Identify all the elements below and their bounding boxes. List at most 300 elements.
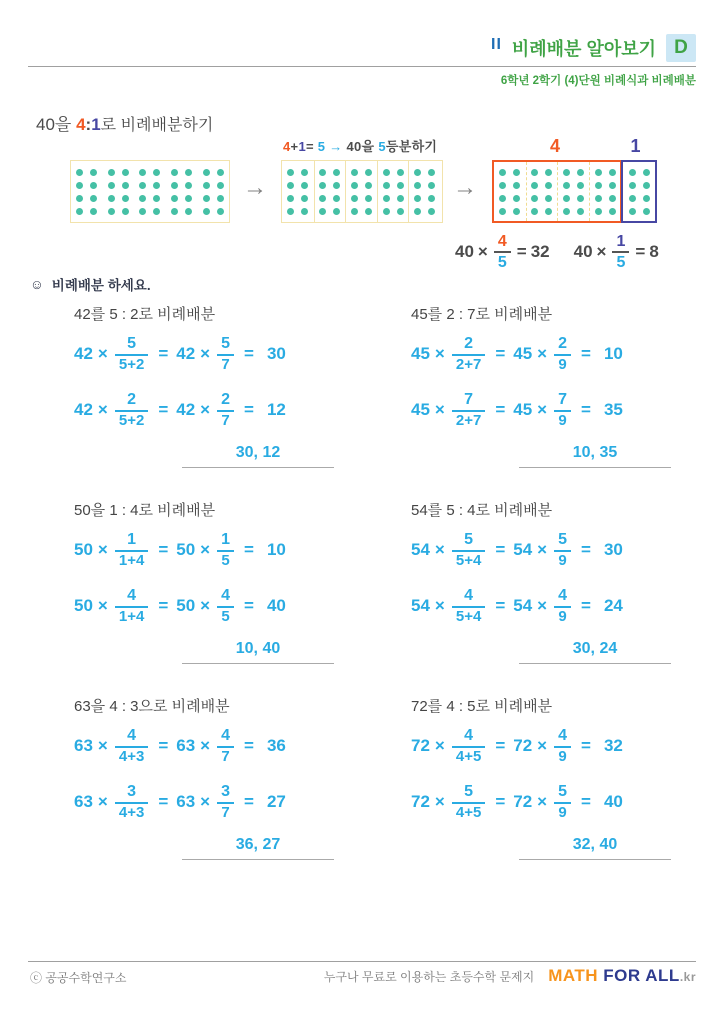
dot xyxy=(609,208,616,215)
problem-title: 42를 5 : 2로 비례배분 xyxy=(74,306,216,323)
dot xyxy=(397,182,404,189)
problem-equation-line-2 xyxy=(74,388,397,432)
equals-sign: = xyxy=(495,736,506,755)
dot xyxy=(513,208,520,215)
equals-sign: = xyxy=(244,344,254,363)
footer-copyright: ⓒ 공공수학연구소 xyxy=(30,971,127,985)
dot xyxy=(351,169,358,176)
fraction: $\frac{5}{5+4}$ xyxy=(452,531,485,568)
eq-result: 24 xyxy=(603,596,623,615)
dot xyxy=(76,169,83,176)
caption-arrow-icon: → xyxy=(329,139,343,154)
caption-post: 등분하기 xyxy=(385,139,438,154)
partition-a-box xyxy=(492,160,622,223)
dot xyxy=(153,208,160,215)
multiply-sign: × xyxy=(200,736,211,755)
problem-equation-line-1 xyxy=(74,332,397,376)
dot xyxy=(301,169,308,176)
problem-equation-line-1 xyxy=(411,528,710,572)
eq-base: 40 xyxy=(573,242,593,262)
dot xyxy=(365,195,372,202)
eq-base: 63 xyxy=(74,736,93,755)
answer-line: 10, 40 xyxy=(182,640,334,664)
eq-base: 54 xyxy=(513,596,533,615)
equals-sign: = xyxy=(158,400,169,419)
eq-base: 50 xyxy=(74,540,93,559)
problem-equation-line-1 xyxy=(411,332,710,376)
dot xyxy=(217,208,224,215)
dot-group xyxy=(377,161,409,222)
dot xyxy=(365,169,372,176)
eq-base: 42 xyxy=(176,400,196,419)
eq-base: 45 xyxy=(411,344,430,363)
logo-forall: FOR ALL xyxy=(603,966,680,985)
eq-base: 72 xyxy=(513,736,533,755)
dot xyxy=(203,182,210,189)
multiply-sign: × xyxy=(97,596,108,615)
multiply-sign: × xyxy=(434,540,445,559)
problem-block xyxy=(397,499,710,695)
eq-base: 54 xyxy=(411,540,430,559)
dot xyxy=(513,169,520,176)
multiply-sign: × xyxy=(537,400,548,419)
dot xyxy=(139,195,146,202)
dot xyxy=(609,182,616,189)
equals-sign: = xyxy=(495,596,506,615)
eq-result: 30 xyxy=(266,344,286,363)
dot-group xyxy=(134,161,166,222)
problems-grid xyxy=(60,303,710,891)
dot xyxy=(333,182,340,189)
multiply-sign: × xyxy=(97,344,108,363)
eq-result: 27 xyxy=(266,792,286,811)
dot xyxy=(108,208,115,215)
equals-sign: = xyxy=(244,736,254,755)
dot xyxy=(563,169,570,176)
equals-sign: = xyxy=(244,596,254,615)
dot xyxy=(365,182,372,189)
dot xyxy=(643,182,650,189)
dot xyxy=(397,195,404,202)
dot xyxy=(287,169,294,176)
dot xyxy=(629,208,636,215)
dot xyxy=(643,195,650,202)
dot xyxy=(414,208,421,215)
problem-equation-line-2 xyxy=(411,584,710,628)
dot xyxy=(545,195,552,202)
dot xyxy=(351,182,358,189)
equals-sign: = xyxy=(581,792,591,811)
dot xyxy=(577,195,584,202)
multiply-sign: × xyxy=(434,344,445,363)
instruction-text: 비례배분 하세요. xyxy=(51,278,151,293)
fraction: $\frac{7}{2+7}$ xyxy=(452,391,485,428)
dot xyxy=(643,208,650,215)
dot xyxy=(414,169,421,176)
fraction: $\frac{4}{1+4}$ xyxy=(115,587,148,624)
dot xyxy=(301,208,308,215)
dot xyxy=(643,169,650,176)
dot xyxy=(90,169,97,176)
dot xyxy=(563,208,570,215)
dot xyxy=(595,208,602,215)
eq-base: 45 xyxy=(513,400,533,419)
smiley-icon: ☺ xyxy=(30,276,44,292)
caption-plus: + xyxy=(290,139,299,154)
dot xyxy=(428,208,435,215)
dot xyxy=(428,169,435,176)
eq-base: 50 xyxy=(74,596,93,615)
dot-group xyxy=(345,161,377,222)
dot xyxy=(319,182,326,189)
dot xyxy=(171,182,178,189)
equals-sign: = xyxy=(581,400,591,419)
eq-base: 45 xyxy=(411,400,430,419)
dot xyxy=(108,182,115,189)
dot xyxy=(153,182,160,189)
dot xyxy=(333,208,340,215)
right-arrow-icon: → xyxy=(243,174,267,201)
fraction: $\frac{4}{9}$ xyxy=(554,727,571,764)
dot xyxy=(428,182,435,189)
eq-base: 63 xyxy=(74,792,93,811)
equals-sign: = xyxy=(158,596,169,615)
multiply-sign: × xyxy=(596,242,607,262)
fraction: $\frac{4}{9}$ xyxy=(554,587,571,624)
header-subtitle: 6학년 2학기 (4)단원 비례식과 비례배분 xyxy=(500,75,696,87)
eq-result: 32 xyxy=(603,736,623,755)
dot xyxy=(185,169,192,176)
problem-equation-line-1 xyxy=(74,528,397,572)
multiply-sign: × xyxy=(477,242,488,262)
footer-divider xyxy=(28,961,696,962)
eq-result: 10 xyxy=(266,540,286,559)
dot xyxy=(108,195,115,202)
answer-line: 10, 35 xyxy=(519,444,671,468)
dot xyxy=(577,182,584,189)
logo-kr: .kr xyxy=(679,970,696,984)
dot xyxy=(499,169,506,176)
example-equation-2 xyxy=(574,233,659,272)
dot-group xyxy=(623,162,655,221)
multiply-sign: × xyxy=(434,792,445,811)
dot xyxy=(319,169,326,176)
dot-group xyxy=(408,161,440,222)
answer-line: 30, 12 xyxy=(182,444,334,468)
example-equation-1 xyxy=(455,233,550,272)
dot xyxy=(545,169,552,176)
caption-sum: 5 xyxy=(317,139,326,154)
multiply-sign: × xyxy=(537,792,548,811)
example-heading xyxy=(36,110,213,135)
answer-line: 36, 27 xyxy=(182,836,334,860)
dot xyxy=(414,182,421,189)
instruction-line xyxy=(30,274,151,294)
multiply-sign: × xyxy=(537,344,548,363)
eq-base: 54 xyxy=(513,540,533,559)
eq-result: 35 xyxy=(603,400,623,419)
fraction: $\frac{5}{9}$ xyxy=(554,783,571,820)
dot xyxy=(629,169,636,176)
multiply-sign: × xyxy=(200,400,211,419)
caption-a: 4 xyxy=(283,139,291,154)
dot xyxy=(595,195,602,202)
dot xyxy=(531,195,538,202)
right-arrow-icon: → xyxy=(453,174,477,201)
dot xyxy=(139,208,146,215)
multiply-sign: × xyxy=(97,540,108,559)
dot-group xyxy=(557,162,589,221)
dot xyxy=(351,208,358,215)
dot xyxy=(629,195,636,202)
level-badge: D xyxy=(666,34,696,62)
problem-equation-line-1 xyxy=(411,724,710,768)
multiply-sign: × xyxy=(200,540,211,559)
dot xyxy=(185,208,192,215)
dot-group xyxy=(71,161,103,222)
caption-mid: 40을 xyxy=(346,139,375,154)
eq-base: 72 xyxy=(513,792,533,811)
dot xyxy=(577,208,584,215)
dot-group xyxy=(103,161,135,222)
equals-sign: = xyxy=(581,596,591,615)
dot xyxy=(90,208,97,215)
multiply-sign: × xyxy=(537,736,548,755)
fraction: $\frac{5}{5+2}$ xyxy=(115,335,148,372)
ratio-a: 4 xyxy=(76,115,86,134)
dot xyxy=(397,208,404,215)
fraction: $\frac{1}{5}$ xyxy=(217,531,234,568)
eq-base: 50 xyxy=(176,596,196,615)
dot xyxy=(217,195,224,202)
dot xyxy=(171,195,178,202)
dot xyxy=(203,169,210,176)
dot xyxy=(90,195,97,202)
fraction: $\frac{3}{7}$ xyxy=(217,783,234,820)
dot xyxy=(629,182,636,189)
problem-block xyxy=(397,695,710,891)
dot xyxy=(108,169,115,176)
multiply-sign: × xyxy=(97,736,108,755)
equals-sign: = xyxy=(495,540,506,559)
fraction: $\frac{5}{4+5}$ xyxy=(452,783,485,820)
dot xyxy=(287,208,294,215)
dot xyxy=(153,195,160,202)
eq-base: 54 xyxy=(411,596,430,615)
problem-title: 63을 4 : 3으로 비례배분 xyxy=(74,698,230,715)
dot xyxy=(609,169,616,176)
problem-block xyxy=(60,499,397,695)
ratio-colon: : xyxy=(85,115,92,134)
dot xyxy=(383,169,390,176)
equals-sign: = xyxy=(158,540,169,559)
eq-result: 40 xyxy=(603,792,623,811)
eq-base: 42 xyxy=(74,400,93,419)
dot xyxy=(365,208,372,215)
dot xyxy=(301,182,308,189)
dot xyxy=(185,182,192,189)
dot xyxy=(153,169,160,176)
problem-equation-line-1 xyxy=(74,724,397,768)
dot-box-partitioned xyxy=(492,160,657,223)
dot xyxy=(414,195,421,202)
problem-block xyxy=(60,695,397,891)
dot xyxy=(122,208,129,215)
problem-title: 54를 5 : 4로 비례배분 xyxy=(411,502,553,519)
dot xyxy=(577,169,584,176)
brand-logo xyxy=(548,966,696,986)
dot xyxy=(301,195,308,202)
caption-n: 5 xyxy=(378,139,386,154)
dot xyxy=(139,182,146,189)
equals-sign: = xyxy=(158,736,169,755)
eq-base: 45 xyxy=(513,344,533,363)
dot xyxy=(333,195,340,202)
dot xyxy=(122,182,129,189)
dot xyxy=(595,169,602,176)
dot xyxy=(563,195,570,202)
problem-title: 50을 1 : 4로 비례배분 xyxy=(74,502,216,519)
eq-base: 72 xyxy=(411,736,430,755)
dot xyxy=(513,195,520,202)
page-title: 비례배분 알아보기 xyxy=(511,39,656,59)
eq-base: 42 xyxy=(176,344,196,363)
dot-group xyxy=(494,162,526,221)
dot xyxy=(203,195,210,202)
multiply-sign: × xyxy=(200,344,211,363)
fraction: $\frac{4}{5+4}$ xyxy=(452,587,485,624)
dot xyxy=(499,182,506,189)
fraction: $\frac{5}{9}$ xyxy=(554,531,571,568)
multiply-sign: × xyxy=(200,792,211,811)
multiply-sign: × xyxy=(434,596,445,615)
multiply-sign: × xyxy=(537,596,548,615)
dot xyxy=(171,169,178,176)
dot xyxy=(203,208,210,215)
fraction: $\frac{2}{7}$ xyxy=(217,391,234,428)
eq-base: 72 xyxy=(411,792,430,811)
problem-equation-line-2 xyxy=(74,780,397,824)
dot xyxy=(383,195,390,202)
dot xyxy=(287,195,294,202)
equals-sign: = xyxy=(244,540,254,559)
answer-line: 32, 40 xyxy=(519,836,671,860)
dot-box-divided xyxy=(281,160,443,223)
caption-b: 1 xyxy=(298,139,306,154)
fraction: $\frac{4}{5}$ xyxy=(217,587,234,624)
dot xyxy=(319,195,326,202)
example-heading-number: 40을 xyxy=(36,115,77,134)
fraction: $\frac{2}{9}$ xyxy=(554,335,571,372)
fraction: $\frac{1}{5}$ xyxy=(612,233,629,272)
fraction: $\frac{7}{9}$ xyxy=(554,391,571,428)
fraction: $\frac{3}{4+3}$ xyxy=(115,783,148,820)
dot xyxy=(333,169,340,176)
dot xyxy=(545,208,552,215)
dot xyxy=(185,195,192,202)
equals-sign: = xyxy=(581,540,591,559)
dot-group xyxy=(166,161,198,222)
eq-base: 50 xyxy=(176,540,196,559)
multiply-sign: × xyxy=(200,596,211,615)
header-divider xyxy=(28,66,696,67)
dot xyxy=(76,195,83,202)
dot xyxy=(122,169,129,176)
dot xyxy=(397,169,404,176)
equals-sign: = xyxy=(516,242,527,262)
dot xyxy=(217,169,224,176)
logo-math: MATH xyxy=(548,966,604,985)
dot-group xyxy=(282,161,314,222)
equals-sign: = xyxy=(581,344,591,363)
dot xyxy=(609,195,616,202)
problem-title: 72를 4 : 5로 비례배분 xyxy=(411,698,553,715)
dot-box-whole xyxy=(70,160,230,223)
problem-equation-line-2 xyxy=(74,584,397,628)
example-equations xyxy=(455,233,659,272)
dot-group xyxy=(589,162,621,221)
dot xyxy=(351,195,358,202)
fraction: $\frac{2}{2+7}$ xyxy=(452,335,485,372)
multiply-sign: × xyxy=(537,540,548,559)
multiply-sign: × xyxy=(434,736,445,755)
equals-sign: = xyxy=(495,344,506,363)
partition-label-a: 4 xyxy=(549,136,560,156)
fraction: $\frac{4}{4+3}$ xyxy=(115,727,148,764)
eq-base: 42 xyxy=(74,344,93,363)
equals-sign: = xyxy=(158,344,169,363)
dot xyxy=(531,208,538,215)
problem-equation-line-2 xyxy=(411,388,710,432)
footer-tagline: 누구나 무료로 이용하는 초등수학 문제지 xyxy=(323,970,535,984)
eq-result: 10 xyxy=(603,344,623,363)
dot xyxy=(531,169,538,176)
dot-group xyxy=(197,161,229,222)
fraction: $\frac{4}{4+5}$ xyxy=(452,727,485,764)
eq-result: 30 xyxy=(603,540,623,559)
section-marker: II xyxy=(491,36,502,53)
multiply-sign: × xyxy=(97,792,108,811)
dot xyxy=(171,208,178,215)
dot xyxy=(287,182,294,189)
multiply-sign: × xyxy=(434,400,445,419)
equals-sign: = xyxy=(158,792,169,811)
dot xyxy=(499,195,506,202)
dot-group xyxy=(526,162,558,221)
dot-group xyxy=(314,161,346,222)
equals-sign: = xyxy=(495,792,506,811)
dot xyxy=(76,208,83,215)
fraction: $\frac{5}{7}$ xyxy=(217,335,234,372)
dot xyxy=(513,182,520,189)
equals-sign: = xyxy=(581,736,591,755)
fraction: $\frac{1}{1+4}$ xyxy=(115,531,148,568)
eq-result: 32 xyxy=(530,242,550,262)
caption-equals: = xyxy=(305,139,314,154)
problem-block xyxy=(397,303,710,499)
dot xyxy=(595,182,602,189)
eq-result: 8 xyxy=(649,242,659,262)
problem-equation-line-2 xyxy=(411,780,710,824)
eq-base: 63 xyxy=(176,736,196,755)
dot xyxy=(563,182,570,189)
example-caption xyxy=(283,136,437,155)
fraction: $\frac{2}{5+2}$ xyxy=(115,391,148,428)
dot xyxy=(319,208,326,215)
answer-line: 30, 24 xyxy=(519,640,671,664)
multiply-sign: × xyxy=(97,400,108,419)
dot xyxy=(90,182,97,189)
